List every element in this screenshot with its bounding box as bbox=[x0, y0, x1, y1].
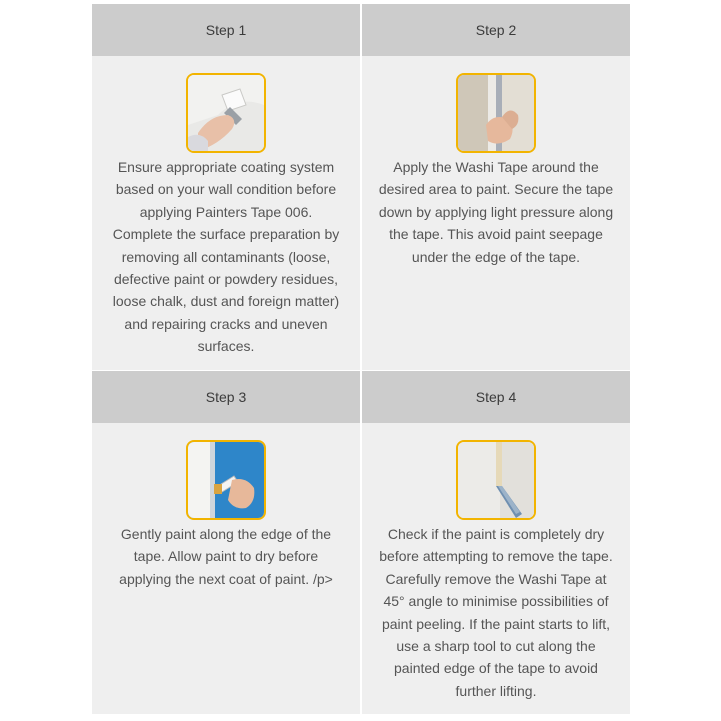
step-3-text: Gently paint along the edge of the tape. Allow paint to dry before applying the next coat of paint. /p> bbox=[119, 526, 333, 587]
step-4-header: Step 4 bbox=[362, 371, 630, 423]
wall-surface-preparation-photo bbox=[186, 73, 266, 153]
step-4-text: Check if the paint is completely dry before attempting to remove the tape. Carefully remove the Washi Tape at 45° angle to minimise possibilities of paint peeling. If the paint starts to lift, use a sharp tool to cut along the painted edge of the tape to avoid further lifting. bbox=[379, 526, 613, 699]
steps-grid bbox=[92, 4, 630, 714]
step-4-cell bbox=[362, 371, 630, 714]
step-2-header: Step 2 bbox=[362, 4, 630, 56]
step-3-cell bbox=[92, 371, 360, 714]
step-1-text: Ensure appropriate coating system based on your wall condition before applying Painters Tape 006. Complete the surface preparation by removing all contaminants (loose, defective paint or powdery residues, loose chalk, dust and foreign matter) and repairing cracks and uneven surfaces. bbox=[112, 159, 340, 355]
painting-along-tape-photo bbox=[186, 440, 266, 520]
step-1-cell bbox=[92, 4, 360, 370]
removing-tape-photo bbox=[456, 440, 536, 520]
step-2-cell bbox=[362, 4, 630, 370]
step-3-header: Step 3 bbox=[92, 371, 360, 423]
applying-washi-tape-photo bbox=[456, 73, 536, 153]
step-2-text: Apply the Washi Tape around the desired area to paint. Secure the tape down by applying light pressure along the tape. This avoid paint seepage under the edge of the tape. bbox=[378, 159, 614, 265]
step-1-header: Step 1 bbox=[92, 4, 360, 56]
